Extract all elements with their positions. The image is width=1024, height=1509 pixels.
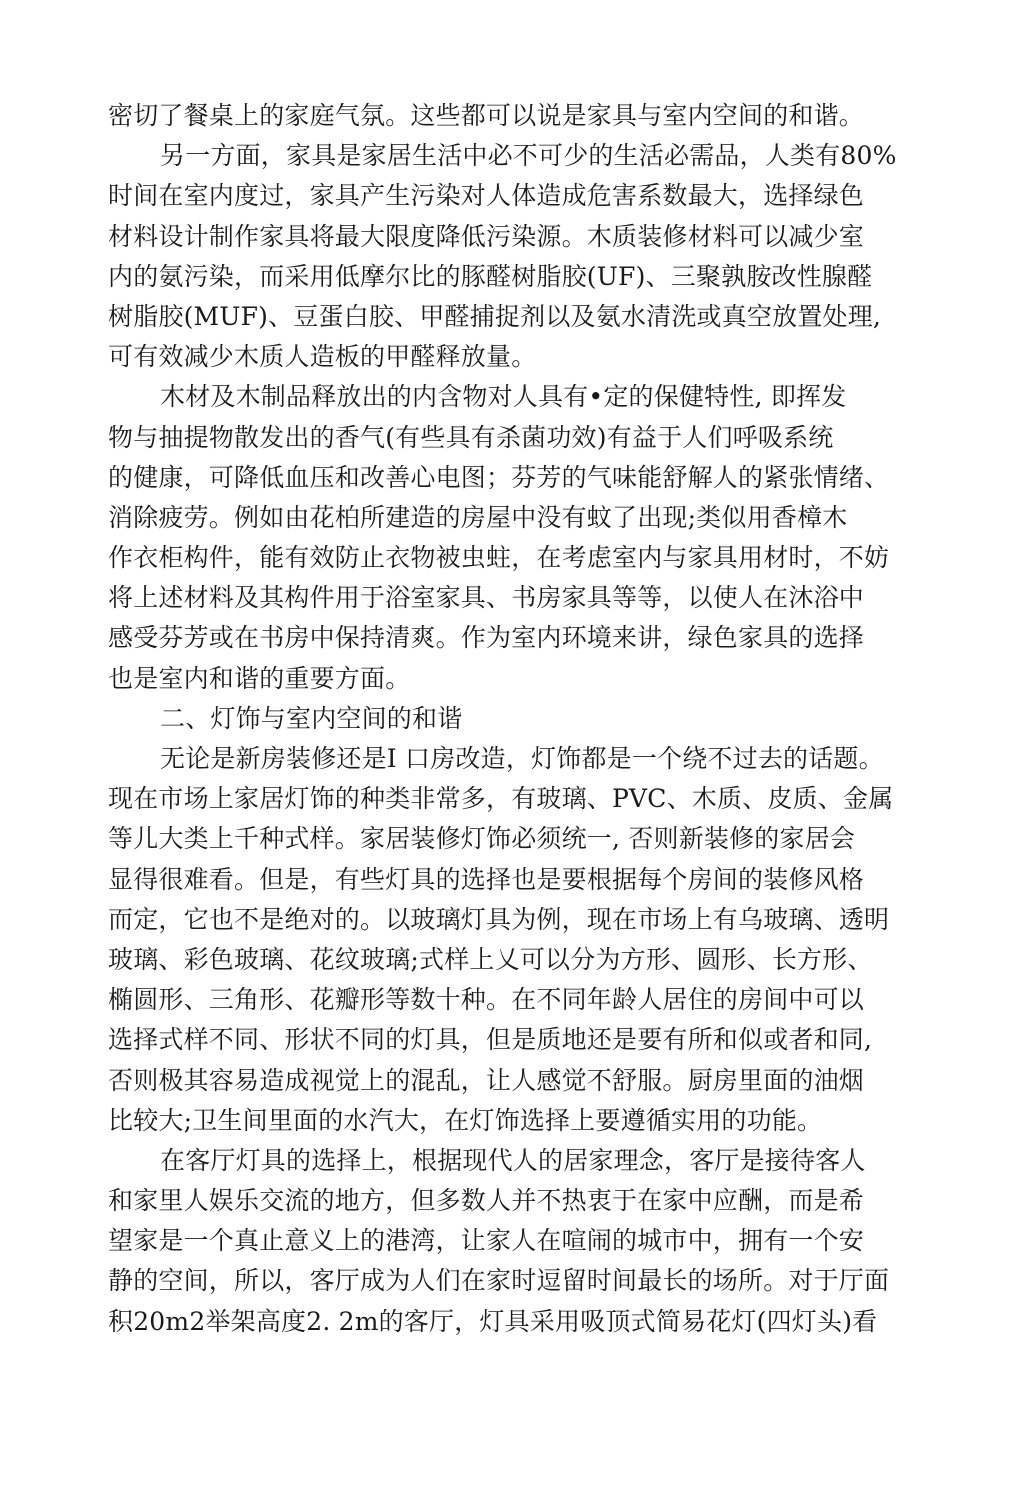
- text-line: 在客厅灯具的选择上，根据现代人的居家理念，客厅是接待客人: [160, 1145, 866, 1175]
- text-line: 静的空间，所以，客厅成为人们在家时逗留时间最长的场所。对于厅面: [108, 1266, 890, 1296]
- text-line: 也是室内和谐的重要方面。: [108, 663, 411, 693]
- text-line: 感受芬芳或在书房中保持清爽。作为室内环境来讲，绿色家具的选择: [108, 623, 865, 653]
- text-line: 否则极其容易造成视觉上的混乱，让人感觉不舒服。厨房里面的油烟: [108, 1065, 865, 1095]
- text-line: 时间在室内度过，家具产生污染对人体造成危害系数最大，选择绿色: [108, 181, 865, 211]
- text-line: 等儿大类上千种式样。家居装修灯饰必须统一, 否则新装修的家居会: [108, 824, 856, 854]
- text-line: 无论是新房装修还是I 口房改造，灯饰都是一个绕不过去的话题。: [160, 744, 884, 773]
- text-line: 现在市场上家居灯饰的种类非常多，有玻璃、PVC、木质、皮质、金属: [108, 784, 894, 814]
- text-line: 另一方面，家具是家居生活中必不可少的生活必需品，人类有80%: [160, 141, 897, 171]
- text-line: 椭圆形、三角形、花瓣形等数十种。在不同年龄人居住的房间中可以: [108, 985, 865, 1015]
- text-line: 木材及木制品释放出的内含物对人具有•定的保健特性, 即挥发: [160, 382, 847, 412]
- text-line: 而定，它也不是绝对的。以玻璃灯具为例，现在市场上有乌玻璃、透明: [108, 904, 890, 934]
- text-line: 和家里人娱乐交流的地方，但多数人并不热衷于在家中应酬，而是希: [108, 1186, 865, 1216]
- text-line: 望家是一个真止意义上的港湾，让家人在喧闹的城市中，拥有一个安: [108, 1226, 865, 1256]
- text-line: 可有效减少木质人造板的甲醛释放量。: [108, 342, 537, 372]
- text-line: 比较大;卫生间里面的水汽大，在灯饰选择上要遵循实用的功能。: [108, 1105, 823, 1135]
- text-line: 二、灯饰与室内空间的和谐: [160, 703, 463, 733]
- text-line: 积20m2举架高度2. 2m的客厅，灯具采用吸顶式简易花灯(四灯头)看: [108, 1306, 878, 1336]
- text-line: 树脂胶(MUF)、豆蛋白胶、甲醛捕捉剂以及氨水清洗或真空放置处理,: [108, 301, 882, 331]
- text-line: 内的氨污染，而采用低摩尔比的豚醛树脂胶(UF)、三聚孰胺改性腺醛: [108, 261, 873, 291]
- text-line: 将上述材料及其构件用于浴室家具、书房家具等等，以使人在沐浴中: [108, 583, 865, 613]
- text-line: 密切了餐桌上的家庭气氛。这些都可以说是家具与室内空间的和谐。: [108, 101, 865, 130]
- text-line: 显得很难看。但是，有些灯具的选择也是要根据每个房间的装修风格: [108, 864, 865, 894]
- text-line: 选择式样不同、形状不同的灯具，但是质地还是要有所和似或者和同,: [108, 1025, 873, 1055]
- text-line: 物与抽提物散发出的香气(有些具有杀菌功效)有益于人们呼吸系统: [108, 422, 834, 452]
- text-line: 的健康，可降低血压和改善心电图；芬芳的气味能舒解人的紧张情绪、: [108, 462, 890, 492]
- text-line: 玻璃、彩色玻璃、花纹玻璃;式样上乂可以分为方形、圆形、长方形、: [108, 944, 873, 974]
- text-line: 材料设计制作家具将最大限度降低污染源。木质装修材料可以减少室: [108, 221, 865, 251]
- text-line: 消除疲劳。例如由花柏所建造的房屋中没有蚊了出现;类似用香樟木: [108, 502, 848, 532]
- text-line: 作衣柜构件，能有效防止衣物被虫蛀，在考虑室内与家具用材时，不妨: [108, 543, 890, 573]
- document-body: [108, 96, 898, 1342]
